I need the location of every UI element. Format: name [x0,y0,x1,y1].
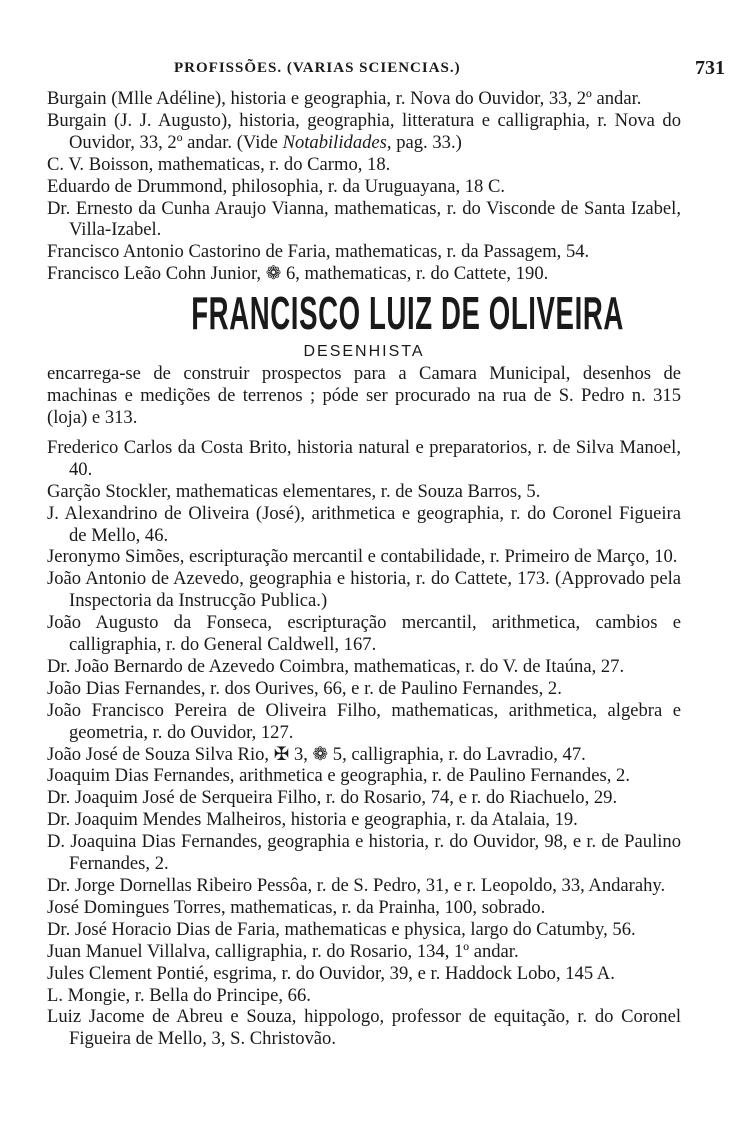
entry-text: J. Alexandrino de Oliveira (José), arithmetica e geographia, r. do Coronel Figueira de Mello, 46. [47,502,681,546]
entry-text: João Francisco Pereira de Oliveira Filho, mathematicas, arithmetica, algebra e geometria, r. do Ouvidor, 127. [47,699,681,743]
directory-entry [47,546,681,568]
directory-entry [47,656,681,678]
entry-text: Garção Stockler, mathematicas elementares, r. de Souza Barros, 5. [47,480,541,502]
directory-entry [47,568,681,612]
text-column [47,88,681,1050]
entry-text: Dr. Joaquim Mendes Malheiros, historia e geographia, r. da Atalaia, 19. [47,809,578,831]
directory-entry [47,765,681,787]
directory-entry [47,985,681,1007]
entry-text: Jules Clement Pontié, esgrima, r. do Ouvidor, 39, e r. Haddock Lobo, 145 A. [47,962,615,984]
entries-top [47,88,681,285]
advert-text: encarrega-se de construir prospectos para a Camara Municipal, desenhos de machinas e medições de terrenos ; póde ser procurado na rua de S. Pedro n. 315 (loja) e 313. [47,363,681,428]
page-number: 731 [695,57,725,79]
entry-text: Dr. Jorge Dornellas Ribeiro Pessôa, r. de S. Pedro, 31, e r. Leopoldo, 33, Andarahy. [47,875,666,896]
directory-entry [47,612,681,656]
entry-text: , pag. 33.) [386,131,462,153]
entry-text: Juan Manuel Villalva, calligraphia, r. do Rosario, 134, 1º andar. [47,940,519,962]
entry-text: Dr. José Horacio Dias de Faria, mathematicas e physica, largo do Catumby, 56. [47,918,636,940]
entry-text: João José de Souza Silva Rio, ✠ 3, ❁ 5, calligraphia, r. do Lavradio, 47. [47,743,586,765]
directory-entry [47,88,681,110]
entry-text: Joaquim Dias Fernandes, arithmetica e geographia, r. de Paulino Fernandes, 2. [47,765,630,787]
directory-entry [47,678,681,700]
entry-text: L. Mongie, r. Bella do Principe, 66. [47,984,311,1006]
running-title: PROFISSÕES. (VARIAS SCIENCIAS.) [174,60,461,76]
directory-entry [47,787,681,809]
advert-name-text: FRANCISCO LUIZ DE OLIVEIRA [191,287,624,340]
entry-text: João Dias Fernandes, r. dos Ourives, 66, e r. de Paulino Fernandes, 2. [47,677,562,699]
page-header [0,58,736,82]
directory-entry [47,110,681,154]
advert-profession: DESENHISTA [303,343,425,361]
directory-entry [47,831,681,875]
entry-text: Burgain (Mlle Adéline), historia e geographia, r. Nova do Ouvidor, 33, 2º andar. [47,88,642,109]
entry-text: Francisco Antonio Castorino de Faria, mathematicas, r. da Passagem, 54. [47,241,590,263]
entries-bottom [47,437,681,1050]
directory-entry [47,875,681,897]
entry-text: Dr. João Bernardo de Azevedo Coimbra, mathematicas, r. do V. de Itaúna, 27. [47,655,625,677]
directory-entry [47,241,681,263]
directory-entry [47,154,681,176]
italic-reference: Notabilidades [282,131,387,153]
entry-text: Jeronymo Simões, escripturação mercantil e contabilidade, r. Primeiro de Março, 10. [47,546,678,568]
entry-text: João Augusto da Fonseca, escripturação mercantil, arithmetica, cambios e calligraphia, r. do General Caldwell, 167. [47,612,681,656]
advert-name [47,287,681,340]
entry-text: D. Joaquina Dias Fernandes, geographia e historia, r. do Ouvidor, 98, e r. de Paulino Fernandes, 2. [47,831,681,875]
directory-entry [47,897,681,919]
entry-text: Frederico Carlos da Costa Brito, historia natural e preparatorios, r. de Silva Manoel, 40. [47,436,681,480]
entry-text: Burgain (J. J. Augusto), historia, geographia, litteratura e calligraphia, r. Nova do Ouvidor, 33, 2º andar. (Vide [47,109,681,153]
directory-entry [47,941,681,963]
entry-text: C. V. Boisson, mathematicas, r. do Carmo, 18. [47,153,391,175]
directory-entry [47,963,681,985]
entry-text: José Domingues Torres, mathematicas, r. da Prainha, 100, sobrado. [47,896,546,918]
directory-entry [47,503,681,547]
directory-entry [47,481,681,503]
directory-entry [47,700,681,744]
directory-entry [47,176,681,198]
directory-entry [47,1006,681,1050]
directory-entry [47,809,681,831]
entry-text: Dr. Ernesto da Cunha Araujo Vianna, mathematicas, r. do Visconde de Santa Izabel, Villa-Izabel. [47,197,681,241]
directory-entry [47,263,681,285]
entry-text: João Antonio de Azevedo, geographia e historia, r. do Cattete, 173. (Approvado pela Inspectoria da Instrucção Publica.) [47,568,681,612]
directory-entry [47,919,681,941]
entry-text: Eduardo de Drummond, philosophia, r. da Uruguayana, 18 C. [47,175,506,197]
directory-entry [47,437,681,481]
entry-text: Dr. Joaquim José de Serqueira Filho, r. do Rosario, 74, e r. do Riachuelo, 29. [47,787,618,809]
entry-text: Francisco Leão Cohn Junior, ❁ 6, mathematicas, r. do Cattete, 190. [47,263,549,285]
directory-entry [47,744,681,766]
directory-entry [47,198,681,242]
entry-text: Luiz Jacome de Abreu e Souza, hippologo, professor de equitação, r. do Coronel Figueira de Mello, 3, S. Christovão. [47,1006,681,1050]
